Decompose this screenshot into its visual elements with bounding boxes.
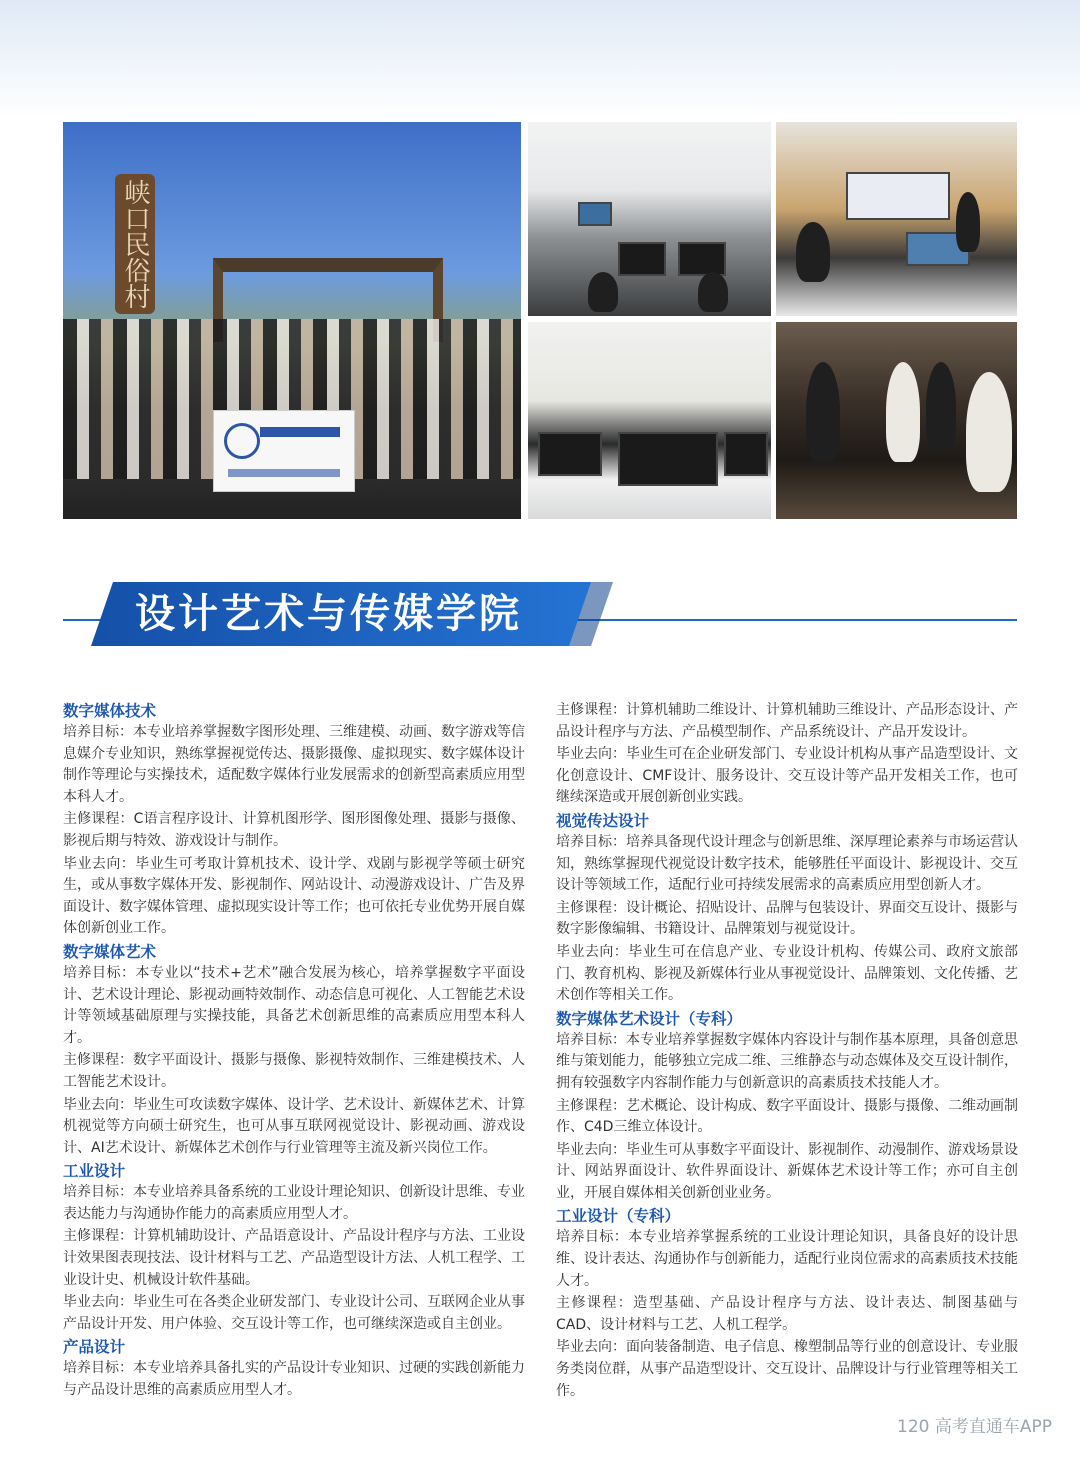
school-banner [213, 410, 355, 492]
right-column [556, 700, 1018, 1403]
major-paragraph: 培养目标：培养具备现代设计理念与创新思维、深厚理论素养与市场运营认知，熟练掌握现代视觉设计数字技术，能够胜任平面设计、影视设计、交互设计等领域工作，适配行业可持续发展需求的高素质应用型创新人才。 [556, 833, 1018, 894]
students-group-photo [63, 122, 521, 519]
major-block [556, 810, 1018, 1007]
major-paragraph: 毕业去向：毕业生可考取计算机技术、设计学、戏剧与影视学等硕士研究生，或从事数字媒体开发、影视制作、网站设计、动漫游戏设计、广告及界面设计、数字媒体管理、虚拟现实设计等工作；也可依托专业优势开展自媒体创新创业工作。 [63, 855, 525, 937]
major-block [63, 1336, 525, 1401]
major-paragraph: 主修课程：艺术概论、设计构成、数字平面设计、摄影与摄像、二维动画制作、C4D三维立体设计。 [556, 1097, 1018, 1136]
major-block [63, 700, 525, 940]
major-paragraph: 毕业去向：毕业生可攻读数字媒体、设计学、艺术设计、新媒体艺术、计算机视觉等方向硕士研究生，也可从事互联网视觉设计、影视动画、游戏设计、AI艺术设计、新媒体艺术创作与行业管理等主流及新兴岗位工作。 [63, 1096, 525, 1156]
major-paragraph: 培养目标：本专业培养具备系统的工业设计理论知识、创新设计思维、专业表达能力与沟通协作能力的高素质应用型人才。 [63, 1184, 525, 1222]
computer-lab-classroom [528, 122, 771, 316]
major-paragraph: 主修课程：计算机辅助二维设计、计算机辅助三维设计、产品形态设计、产品设计程序与方法、产品模型制作、产品系统设计、产品开发设计。 [556, 702, 1018, 740]
major-block [556, 1008, 1018, 1205]
major-paragraph: 培养目标：本专业以“技术+艺术”融合发展为核心，培养掌握数字平面设计、艺术设计理论、影视动画特效制作、动态信息可视化、人工智能艺术设计等领域基础原理与实操技能，具备艺术创新思维的高素质应用型本科人才。 [63, 964, 525, 1046]
major-block [556, 1205, 1018, 1402]
major-title: 工业设计（专科） [556, 1207, 681, 1226]
major-paragraph: 毕业去向：毕业生可在企业研发部门、专业设计机构从事产品造型设计、文化创意设计、CMF设计、服务设计、交互设计等产品开发相关工作，也可继续深造或开展创新创业实践。 [556, 746, 1018, 806]
major-block [63, 1160, 525, 1335]
craft-exhibition-visit [776, 322, 1017, 519]
major-paragraph: 主修课程：数字平面设计、摄影与摄像、影视特效制作、三维建模技术、人工智能艺术设计。 [63, 1052, 525, 1090]
page-footer-watermark: 120 高考直通车APP [897, 1417, 1052, 1437]
major-paragraph: 培养目标：本专业培养掌握数字图形处理、三维建模、动画、数字游戏等信息媒介专业知识，熟练掌握视觉传达、摄影摄像、虚拟现实、数字媒体设计制作等理论与实操技术，适配数字媒体行业发展需求的创新型高素质应用型本科人才。 [63, 724, 525, 805]
major-paragraph: 主修课程：C语言程序设计、计算机图形学、图形图像处理、摄影与摄像、影视后期与特效、游戏设计与制作。 [63, 811, 525, 849]
major-paragraph: 毕业去向：毕业生可从事数字平面设计、影视制作、动漫制作、游戏场景设计、网站界面设计、软件界面设计、新媒体艺术设计等工作；亦可自主创业，开展自媒体相关创新创业业务。 [556, 1141, 1018, 1201]
major-title: 数字媒体技术 [63, 702, 157, 720]
major-title: 数字媒体艺术设计（专科） [556, 1009, 743, 1028]
design-studio-room [776, 122, 1017, 316]
photo-collage [63, 122, 1017, 519]
major-paragraph: 培养目标：本专业培养掌握系统的工业设计理论知识，具备良好的设计思维、设计表达、沟通协作与创新能力，适配行业岗位需求的高素质技术技能人才。 [556, 1229, 1018, 1289]
major-title: 工业设计 [63, 1162, 126, 1181]
major-paragraph: 毕业去向：毕业生可在各类企业研发部门、专业设计公司、互联网企业从事产品设计开发、用户体验、交互设计等工作，也可继续深造或自主创业。 [63, 1294, 525, 1332]
major-paragraph: 培养目标：本专业培养具备扎实的产品设计专业知识、过硬的实践创新能力与产品设计思维的高素质应用型人才。 [63, 1360, 525, 1399]
left-column [63, 700, 525, 1403]
major-paragraph: 主修课程：造型基础、产品设计程序与方法、设计表达、制图基础与CAD、设计材料与工艺、人机工程学。 [556, 1295, 1018, 1333]
village-sign: 峡口民俗村 [115, 174, 155, 314]
major-paragraph: 主修课程：计算机辅助设计、产品语意设计、产品设计程序与方法、工业设计效果图表现技法、设计材料与工艺、产品造型设计方法、人机工程学、工业设计史、机械设计软件基础。 [63, 1228, 525, 1288]
section-banner [63, 578, 1017, 650]
major-title: 数字媒体艺术 [63, 942, 157, 961]
major-block [63, 941, 525, 1159]
major-paragraph: 毕业去向：面向装备制造、电子信息、橡塑制品等行业的创意设计、专业服务类岗位群，从事产品造型设计、交互设计、品牌设计与行业管理等相关工作。 [556, 1339, 1018, 1399]
major-block [556, 700, 1018, 809]
empty-computer-lab [528, 322, 771, 519]
major-title: 产品设计 [63, 1338, 126, 1357]
major-title: 视觉传达设计 [556, 811, 650, 830]
school-seal-icon [224, 423, 260, 459]
major-paragraph: 培养目标：本专业培养掌握数字媒体内容设计与制作基本原理，具备创意思维与策划能力，能够独立完成二维、三维静态与动态媒体及交互设计制作，拥有较强数字内容制作能力与创新意识的高素质技术技能人才。 [556, 1031, 1018, 1091]
major-paragraph: 毕业去向：毕业生可在信息产业、专业设计机构、传媒公司、政府文旅部门、教育机构、影视及新媒体行业从事视觉设计、品牌策划、文化传播、艺术创作等相关工作。 [556, 943, 1018, 1004]
page-title: 设计艺术与传媒学院 [135, 591, 522, 637]
major-paragraph: 主修课程：设计概论、招贴设计、品牌与包装设计、界面交互设计、摄影与数字影像编辑、书籍设计、品牌策划与视觉设计。 [556, 899, 1018, 938]
